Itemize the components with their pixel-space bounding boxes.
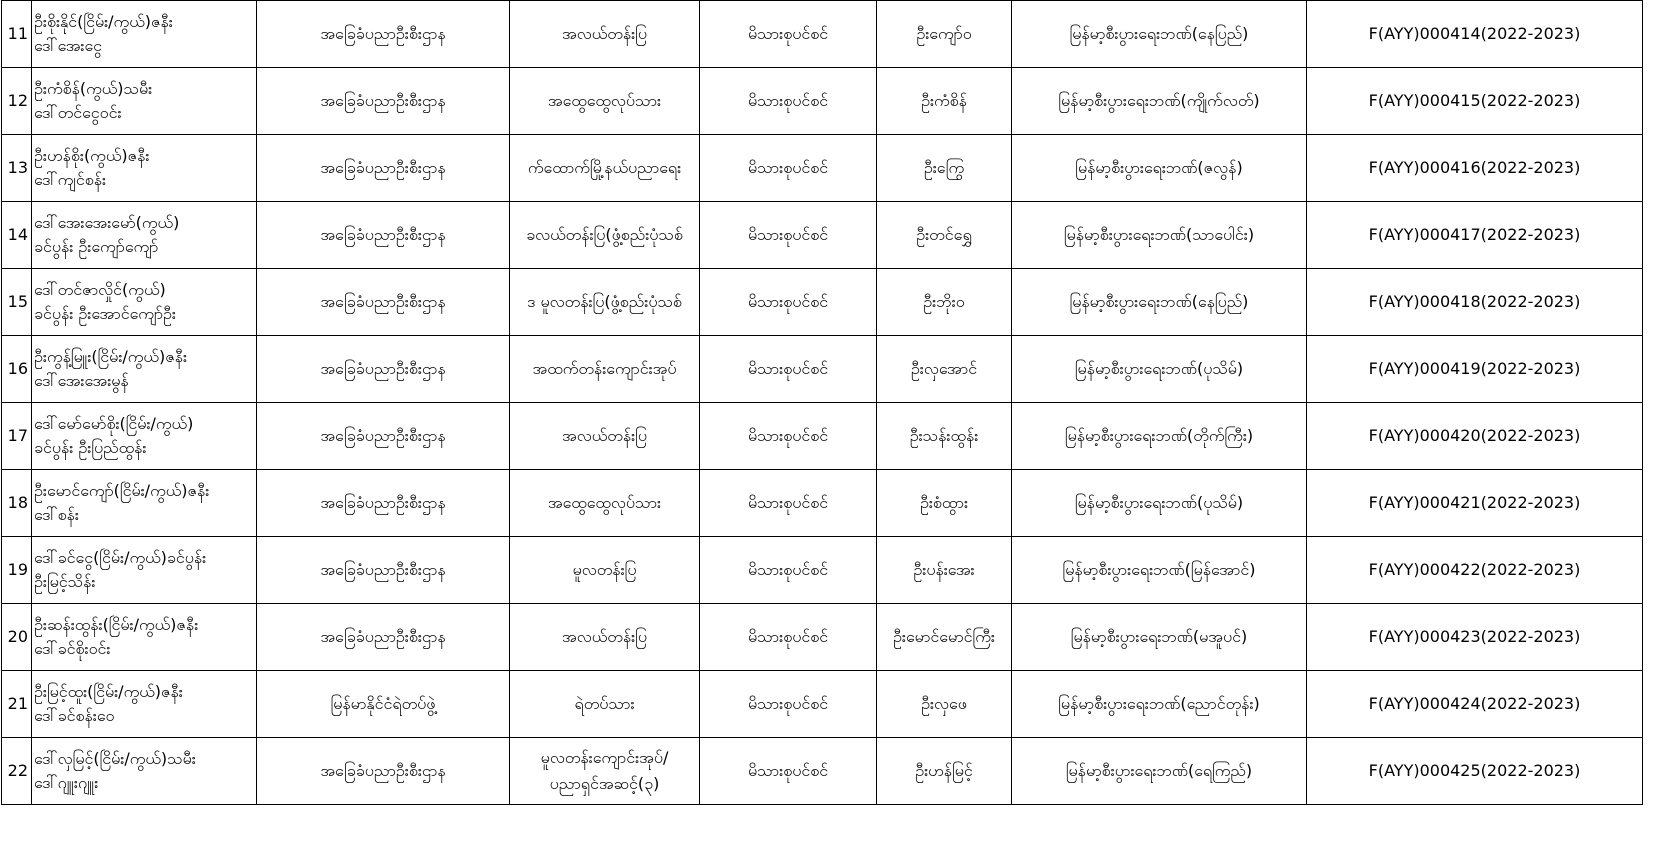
guardian-name: ဦးကံစိန် [921,91,967,110]
bank-branch-cell [1012,604,1307,671]
reference-number-cell [1307,336,1643,403]
pensioner-name-line-1: ဦးဆန်းထွန်း(ငြိမ်း/ကွယ်)ဇနီး [34,615,199,634]
pensioner-name-line-1: ဒေါ်မော်မော်စိုး(ငြိမ်း/ကွယ်) [34,414,194,433]
row-number: 12 [7,91,28,110]
bank-branch: မြန်မာ့စီးပွားရေးဘဏ်(ရေကြည်) [1065,761,1253,780]
department-cell [257,336,510,403]
department: အခြေခံပညာဦးစီးဌာန [320,24,446,43]
pension-type-cell [700,269,877,336]
bank-branch: မြန်မာ့စီးပွားရေးဘဏ်(ပုသိမ်) [1074,493,1244,512]
pension-type-cell [700,403,877,470]
reference-number: F(AYY)000424(2022-2023) [1368,694,1581,713]
rank: အထွေထွေလုပ်သား [547,91,662,110]
table-row [2,470,1643,537]
guardian-cell [877,738,1012,805]
bank-branch: မြန်မာ့စီးပွားရေးဘဏ်(နေပြည်) [1069,24,1249,43]
rank-cell [510,135,700,202]
pension-type-cell [700,470,877,537]
pensioner-name-line-2: ဒေါ်ခင်စိုးဝင်း [34,639,111,658]
pensioner-name-cell [32,202,257,269]
bank-branch-cell [1012,537,1307,604]
rank-cell [510,202,700,269]
pensioner-name-line-2: ဒေါ်ကျင်စန်း [34,170,107,189]
pension-type-cell [700,738,877,805]
rank: မူလတန်းပြ [572,560,637,579]
reference-number: F(AYY)000421(2022-2023) [1368,493,1581,512]
pensioner-name-line-2: ခင်ပွန်း ဦးအောင်ကျော်ဦး [34,304,176,323]
guardian-name: ဦးတင်ရွှေ [916,225,972,244]
pension-type: မိသားစုပင်စင် [747,225,829,244]
bank-branch-cell [1012,738,1307,805]
row-number-cell [2,537,32,604]
rank-cell [510,470,700,537]
row-number-cell [2,604,32,671]
pension-type-cell [700,336,877,403]
table-row [2,537,1643,604]
pensioner-name-line-2: ခင်ပွန်း ဦးကျော်ကျော် [34,237,159,256]
pensioner-name-cell [32,470,257,537]
table-row [2,202,1643,269]
reference-number-cell [1307,738,1643,805]
department-cell [257,68,510,135]
table-row [2,1,1643,68]
bank-branch: မြန်မာ့စီးပွားရေးဘဏ်(မြန်အောင်) [1062,560,1256,579]
row-number-cell [2,470,32,537]
reference-number: F(AYY)000416(2022-2023) [1368,158,1581,177]
rank-cell [510,336,700,403]
department: အခြေခံပညာဦးစီးဌာန [320,560,446,579]
guardian-name: ဦးဟန်မြင့် [915,761,973,780]
department: အခြေခံပညာဦးစီးဌာန [320,627,446,646]
guardian-name: ဦးသန်းထွန်း [909,426,979,445]
guardian-cell [877,269,1012,336]
pensioner-name-line-2: ခင်ပွန်း ဦးပြည်ထွန်း [34,438,147,457]
rank: အထက်တန်းကျောင်းအုပ် [532,359,677,378]
pensioner-name-cell [32,269,257,336]
pension-type-cell [700,135,877,202]
bank-branch-cell [1012,202,1307,269]
pensioner-name-cell [32,671,257,738]
pension-type-cell [700,68,877,135]
reference-number-cell [1307,135,1643,202]
guardian-cell [877,1,1012,68]
bank-branch: မြန်မာ့စီးပွားရေးဘဏ်(ကျိုက်လတ်) [1058,91,1260,110]
row-number-cell [2,671,32,738]
table-row [2,738,1643,805]
department-cell [257,135,510,202]
table-body [2,1,1643,805]
bank-branch-cell [1012,336,1307,403]
department-cell [257,470,510,537]
guardian-name: ဦးကြွေ [923,158,965,177]
rank: က်ထောက်မြို့နယ်ပညာရေး [527,158,682,177]
pensioner-name-cell [32,68,257,135]
row-number: 13 [7,158,28,177]
department: အခြေခံပညာဦးစီးဌာန [320,158,446,177]
guardian-name: ဦးကျော်ဝ [916,24,972,43]
table-row [2,135,1643,202]
department: အခြေခံပညာဦးစီးဌာန [320,91,446,110]
rank: အလယ်တန်းပြ [562,627,647,646]
department: မြန်မာနိုင်ငံရဲတပ်ဖွဲ့ [330,694,436,713]
reference-number: F(AYY)000418(2022-2023) [1368,292,1581,311]
pensioner-name-line-2: ဒေါ်ခင်စန်းဝေ [34,706,115,725]
rank-cell [510,604,700,671]
department-cell [257,604,510,671]
row-number-cell [2,68,32,135]
pension-type: မိသားစုပင်စင် [747,627,829,646]
pensioner-name-line-1: ဦးမြင့်ထူး(ငြိမ်း/ကွယ်)ဇနီး [34,682,183,701]
department: အခြေခံပညာဦးစီးဌာန [320,225,446,244]
bank-branch: မြန်မာ့စီးပွားရေးဘဏ်(မအူပင်) [1070,627,1248,646]
pensioner-name-line-2: ဒေါ်စန်း [34,505,79,524]
reference-number-cell [1307,269,1643,336]
row-number-cell [2,1,32,68]
pensioner-name-cell [32,537,257,604]
pensioner-name-line-1: ဦးဟန်စိုး(ကွယ်)ဇနီး [34,146,150,165]
rank-cell [510,68,700,135]
row-number-cell [2,403,32,470]
bank-branch-cell [1012,403,1307,470]
rank-line-1: မူလတန်းကျောင်းအုပ်/ [540,748,669,767]
pensioner-name-line-2: ဒေါ်အေးအေးမွန် [34,371,129,390]
row-number: 17 [7,426,28,445]
pensioner-name-cell [32,336,257,403]
table-row [2,671,1643,738]
rank: ဒ မူလတန်းပြ(ဖွံ့စည်းပုံသစ် [527,292,682,311]
reference-number: F(AYY)000422(2022-2023) [1368,560,1581,579]
department-cell [257,1,510,68]
rank-cell [510,269,700,336]
bank-branch-cell [1012,269,1307,336]
department-cell [257,269,510,336]
pensioner-name-cell [32,403,257,470]
row-number: 18 [7,493,28,512]
pensioner-name-line-2: ဒေါ်တင်ငွေဝင်း [34,103,122,122]
department-cell [257,738,510,805]
row-number: 15 [7,292,28,311]
bank-branch: မြန်မာ့စီးပွားရေးဘဏ်(နေပြည်) [1069,292,1249,311]
guardian-cell [877,537,1012,604]
rank-cell [510,738,700,805]
row-number-cell [2,738,32,805]
reference-number-cell [1307,202,1643,269]
row-number: 11 [7,24,28,43]
table-row [2,604,1643,671]
department: အခြေခံပညာဦးစီးဌာန [320,493,446,512]
department: အခြေခံပညာဦးစီးဌာန [320,761,446,780]
row-number: 19 [7,560,28,579]
reference-number: F(AYY)000414(2022-2023) [1368,24,1581,43]
bank-branch: မြန်မာ့စီးပွားရေးဘဏ်(ဇလွန်) [1075,158,1243,177]
guardian-name: ဦးပန်းအေး [913,560,975,579]
pension-type-cell [700,604,877,671]
guardian-name: ဦးလှအောင် [910,359,978,378]
pension-type: မိသားစုပင်စင် [747,24,829,43]
reference-number: F(AYY)000423(2022-2023) [1368,627,1581,646]
table-row [2,68,1643,135]
pensioner-name-line-2: ဦးမြင့်သိန်း [34,572,96,591]
reference-number: F(AYY)000420(2022-2023) [1368,426,1581,445]
guardian-cell [877,202,1012,269]
department: အခြေခံပညာဦးစီးဌာန [320,426,446,445]
guardian-name: ဦးဘိုးဝ [923,292,965,311]
guardian-cell [877,68,1012,135]
table-row [2,269,1643,336]
rank-cell [510,403,700,470]
row-number: 20 [7,627,28,646]
pensioner-name-line-2: ဒေါ်အေးငွေ [34,36,102,55]
pension-type: မိသားစုပင်စင် [747,426,829,445]
pensioner-name-line-1: ဒေါ်တင်ဇာလှိုင်(ကွယ်) [34,280,166,299]
rank-cell [510,537,700,604]
reference-number-cell [1307,604,1643,671]
pension-type-cell [700,537,877,604]
bank-branch: မြန်မာ့စီးပွားရေးဘဏ်(တိုက်ကြီး) [1064,426,1254,445]
department-cell [257,202,510,269]
reference-number: F(AYY)000425(2022-2023) [1368,761,1581,780]
bank-branch: မြန်မာ့စီးပွားရေးဘဏ်(ညောင်တုန်း) [1058,694,1260,713]
guardian-cell [877,470,1012,537]
pensioner-name-line-1: ဦးစိုးနိုင်(ငြိမ်း/ကွယ်)ဇနီး [34,12,173,31]
pension-type-cell [700,202,877,269]
rank: အလယ်တန်းပြ [562,426,647,445]
guardian-cell [877,403,1012,470]
reference-number-cell [1307,470,1643,537]
department-cell [257,671,510,738]
reference-number-cell [1307,537,1643,604]
row-number: 16 [7,359,28,378]
pensioner-name-line-1: ဒေါ်လှမြင့်(ငြိမ်း/ကွယ်)သမီး [34,749,196,768]
row-number-cell [2,202,32,269]
reference-number: F(AYY)000415(2022-2023) [1368,91,1581,110]
department-cell [257,403,510,470]
row-number-cell [2,269,32,336]
row-number-cell [2,336,32,403]
pension-type-cell [700,671,877,738]
bank-branch-cell [1012,671,1307,738]
pension-type: မိသားစုပင်စင် [747,560,829,579]
reference-number-cell [1307,1,1643,68]
rank-line-2: ပညာရှင်အဆင့်(၃) [549,774,660,793]
pension-type: မိသားစုပင်စင် [747,694,829,713]
pensioner-name-line-1: ဒေါ်အေးအေးမော်(ကွယ်) [34,213,180,232]
pension-type: မိသားစုပင်စင် [747,493,829,512]
reference-number: F(AYY)000417(2022-2023) [1368,225,1581,244]
pension-type-cell [700,1,877,68]
rank-cell [510,671,700,738]
guardian-cell [877,604,1012,671]
rank: ရဲတပ်သား [574,694,635,713]
bank-branch-cell [1012,470,1307,537]
pensioner-name-cell [32,135,257,202]
pensioner-name-line-1: ဦးကံစိန်(ကွယ်)သမီး [34,79,153,98]
bank-branch-cell [1012,1,1307,68]
rank: ခလယ်တန်းပြ(ဖွံ့စည်းပုံသစ် [526,225,683,244]
guardian-cell [877,671,1012,738]
bank-branch: မြန်မာ့စီးပွားရေးဘဏ်(သာပေါင်း) [1063,225,1255,244]
reference-number: F(AYY)000419(2022-2023) [1368,359,1581,378]
pensioner-name-line-1: ဦးကွန့်မြူး(ငြိမ်း/ကွယ်)ဇနီး [34,347,188,366]
guardian-name: ဦးစံထွား [919,493,969,512]
pension-type: မိသားစုပင်စင် [747,359,829,378]
reference-number-cell [1307,671,1643,738]
pension-type: မိသားစုပင်စင် [747,91,829,110]
bank-branch: မြန်မာ့စီးပွားရေးဘဏ်(ပုသိမ်) [1074,359,1244,378]
pensioner-name-line-1: ဒေါ်ခင်ငွေ(ငြိမ်း/ကွယ်)ခင်ပွန်း [34,548,207,567]
reference-number-cell [1307,403,1643,470]
pension-type: မိသားစုပင်စင် [747,761,829,780]
pensioner-name-line-2: ဒေါ်ဂျူးဂျူး [34,773,99,792]
guardian-name: ဦးလှဖေ [921,694,967,713]
guardian-cell [877,336,1012,403]
guardian-cell [877,135,1012,202]
department: အခြေခံပညာဦးစီးဌာန [320,359,446,378]
rank: အထွေထွေလုပ်သား [547,493,662,512]
row-number: 14 [7,225,28,244]
row-number: 22 [7,761,28,780]
rank-cell [510,1,700,68]
pension-type: မိသားစုပင်စင် [747,292,829,311]
guardian-name: ဦးမောင်မောင်ကြီး [893,627,995,646]
pensioner-name-line-1: ဦးမောင်ကျော်(ငြိမ်း/ကွယ်)ဇနီး [34,481,210,500]
rank: အလယ်တန်းပြ [562,24,647,43]
table-row [2,336,1643,403]
row-number-cell [2,135,32,202]
department: အခြေခံပညာဦးစီးဌာန [320,292,446,311]
reference-number-cell [1307,68,1643,135]
pensioner-name-cell [32,1,257,68]
pensioner-name-cell [32,738,257,805]
table-row [2,403,1643,470]
pension-type: မိသားစုပင်စင် [747,158,829,177]
pensioner-name-cell [32,604,257,671]
row-number: 21 [7,694,28,713]
bank-branch-cell [1012,68,1307,135]
pension-records-table [1,0,1643,805]
bank-branch-cell [1012,135,1307,202]
department-cell [257,537,510,604]
